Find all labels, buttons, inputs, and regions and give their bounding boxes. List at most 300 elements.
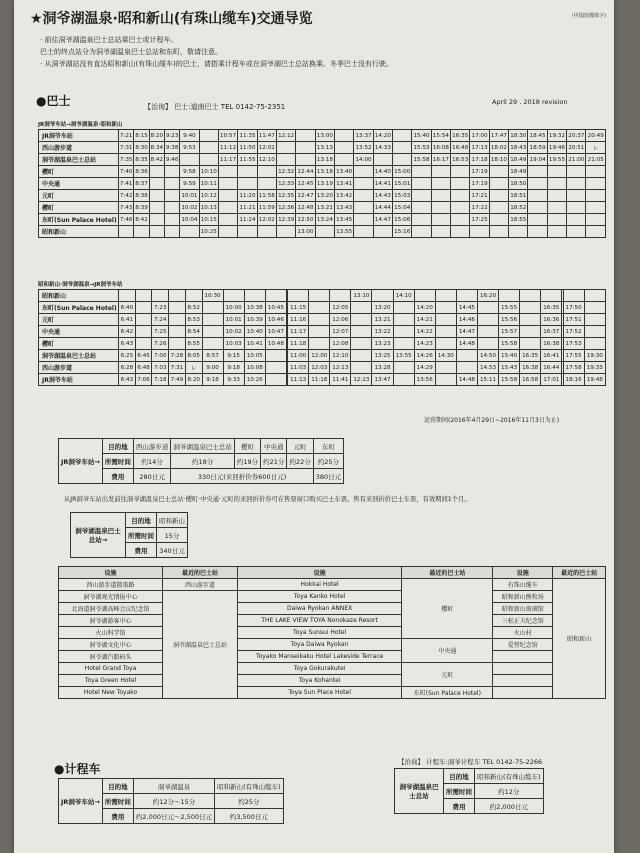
departure-time bbox=[451, 178, 470, 190]
departure-time bbox=[202, 302, 223, 314]
departure-time: 7:49 bbox=[169, 374, 186, 386]
departure-time: 11:50 bbox=[238, 142, 257, 154]
departure-time bbox=[567, 202, 586, 214]
departure-time bbox=[199, 142, 218, 154]
departure-time bbox=[489, 214, 508, 226]
timetable-row bbox=[39, 290, 606, 302]
departure-time bbox=[528, 202, 547, 214]
taxi-fare: 约2,000日元～2,500日元 bbox=[133, 809, 214, 824]
departure-time bbox=[223, 290, 244, 302]
departure-time bbox=[164, 202, 179, 214]
taxi-contact: 【治询】 计程车:洞爷计程车 TEL 0142-75-2266 bbox=[398, 758, 543, 766]
departure-time bbox=[414, 290, 435, 302]
departure-time: 7:24 bbox=[152, 314, 169, 326]
departure-time: 12:07 bbox=[330, 326, 351, 338]
departure-time bbox=[265, 374, 286, 386]
departure-time: 7:03 bbox=[152, 362, 169, 374]
departure-time bbox=[431, 166, 450, 178]
page-title: ★洞爷湖温泉·昭和新山(有珠山缆车)交通导览 bbox=[30, 11, 313, 27]
departure-time bbox=[528, 226, 547, 238]
departure-time: 8:52 bbox=[185, 302, 202, 314]
departure-time: 12:47 bbox=[296, 190, 315, 202]
departure-time bbox=[477, 302, 498, 314]
departure-time bbox=[351, 302, 372, 314]
departure-time bbox=[520, 314, 541, 326]
nearest-stop: 樱町 bbox=[402, 579, 493, 639]
departure-time: 8:42 bbox=[149, 154, 164, 166]
departure-time bbox=[567, 190, 586, 202]
departure-time bbox=[435, 314, 456, 326]
departure-time bbox=[238, 166, 257, 178]
departure-time bbox=[431, 202, 450, 214]
departure-time bbox=[134, 226, 149, 238]
fare-origin: JR洞爷车站→ bbox=[59, 439, 103, 484]
departure-time: 6:45 bbox=[135, 350, 152, 362]
facility-name: THE LAKE VIEW TOYA Nonokaze Resort bbox=[237, 615, 402, 627]
departure-time: 16:41 bbox=[541, 350, 562, 362]
timetable-row bbox=[39, 350, 606, 362]
departure-time bbox=[199, 154, 218, 166]
departure-time bbox=[456, 350, 477, 362]
departure-time: 17:00 bbox=[470, 130, 489, 142]
facility-name: Toya Kanko Hotel bbox=[237, 591, 402, 603]
table1-caption: JR洞爷车站→洞爷湖温泉·昭和新山 bbox=[38, 122, 123, 128]
departure-time: 13:24 bbox=[315, 214, 334, 226]
departure-time: 9:53 bbox=[180, 142, 199, 154]
departure-time bbox=[257, 178, 276, 190]
departure-time bbox=[149, 226, 164, 238]
fare-table-showa bbox=[70, 512, 188, 558]
departure-time bbox=[489, 226, 508, 238]
departure-time bbox=[218, 166, 237, 178]
departure-time: 8:20 bbox=[149, 130, 164, 142]
departure-time: 7:00 bbox=[152, 350, 169, 362]
departure-time: 17:58 bbox=[563, 362, 584, 374]
departure-time: 6:28 bbox=[119, 362, 136, 374]
timetable-row bbox=[39, 226, 606, 238]
departure-time bbox=[238, 178, 257, 190]
fare2-fare: 340日元 bbox=[157, 543, 188, 558]
departure-time bbox=[435, 338, 456, 350]
timetable-row bbox=[39, 130, 606, 142]
departure-time bbox=[351, 326, 372, 338]
fare-cost: 380日元 bbox=[313, 469, 343, 484]
departure-time bbox=[586, 214, 606, 226]
departure-time: 8:34 bbox=[149, 142, 164, 154]
facility-name: Daiwa Ryokan ANNEX bbox=[237, 603, 402, 615]
departure-time bbox=[563, 290, 584, 302]
departure-time: 6:40 bbox=[119, 302, 136, 314]
departure-time: 10:13 bbox=[199, 202, 218, 214]
departure-time bbox=[547, 226, 566, 238]
departure-time: 8:57 bbox=[202, 350, 223, 362]
departure-time bbox=[149, 214, 164, 226]
departure-time: 15:58 bbox=[499, 374, 520, 386]
departure-time bbox=[185, 290, 202, 302]
departure-time bbox=[547, 214, 566, 226]
facility-name: 三松正夫纪念馆 bbox=[493, 615, 553, 627]
departure-time bbox=[309, 326, 330, 338]
departure-time: 13:23 bbox=[372, 338, 393, 350]
departure-time bbox=[586, 178, 606, 190]
stop-name: 中央通 bbox=[39, 326, 119, 338]
taxi-heading: ●计程车 bbox=[54, 762, 101, 776]
stop-name: 西山游步道 bbox=[39, 142, 119, 154]
departure-time: 17:13 bbox=[470, 142, 489, 154]
departure-time bbox=[351, 338, 372, 350]
departure-time: 9:58 bbox=[180, 166, 199, 178]
departure-time: 9:46 bbox=[164, 154, 179, 166]
departure-time bbox=[586, 166, 606, 178]
departure-time: 11:24 bbox=[238, 214, 257, 226]
departure-time: 14:23 bbox=[414, 338, 435, 350]
taxi-table bbox=[58, 778, 284, 824]
departure-time: 13:00 bbox=[315, 130, 334, 142]
departure-time: 10:12 bbox=[199, 190, 218, 202]
departure-time bbox=[393, 142, 412, 154]
taxi-fare-label: 费用 bbox=[102, 809, 133, 824]
facility-name: 火山科学馆 bbox=[59, 627, 163, 639]
departure-time: 14:20 bbox=[373, 130, 392, 142]
nearest-stop: 昭和新山 bbox=[553, 579, 606, 699]
fare-time: 约22分 bbox=[287, 454, 313, 469]
fare-dest: 中央通 bbox=[261, 439, 287, 454]
departure-time bbox=[265, 362, 286, 374]
departure-time: 7:25 bbox=[152, 326, 169, 338]
departure-time bbox=[164, 214, 179, 226]
departure-time: 7:06 bbox=[135, 374, 152, 386]
departure-time bbox=[412, 166, 431, 178]
departure-time: 7:40 bbox=[119, 166, 134, 178]
departure-time: 10:02 bbox=[223, 326, 244, 338]
departure-time: 16:53 bbox=[451, 154, 470, 166]
departure-time: 17:53 bbox=[563, 338, 584, 350]
departure-time bbox=[393, 302, 414, 314]
departure-time bbox=[489, 190, 508, 202]
departure-time: 17:22 bbox=[470, 202, 489, 214]
departure-time bbox=[372, 290, 393, 302]
departure-time: 11:15 bbox=[288, 302, 309, 314]
departure-time: 13:10 bbox=[351, 290, 372, 302]
departure-time bbox=[451, 190, 470, 202]
language-badge: 中国語(簡体字) bbox=[572, 13, 606, 19]
fare-table-jr bbox=[58, 438, 344, 484]
departure-time bbox=[393, 326, 414, 338]
departure-time bbox=[218, 190, 237, 202]
departure-time bbox=[354, 226, 373, 238]
departure-time: 16:38 bbox=[541, 338, 562, 350]
bus-heading: ●巴士 bbox=[36, 94, 71, 108]
departure-time bbox=[335, 130, 354, 142]
departure-time: 14:41 bbox=[373, 178, 392, 190]
departure-time: 21:05 bbox=[586, 154, 606, 166]
departure-time bbox=[451, 226, 470, 238]
departure-time: 14:45 bbox=[456, 302, 477, 314]
facility-name: Toya Sunsui Hotel bbox=[237, 627, 402, 639]
departure-time: 13:37 bbox=[354, 130, 373, 142]
taxi-ref-dest: 昭和新山(有珠山缆车) bbox=[475, 769, 544, 784]
departure-time: 19:46 bbox=[547, 142, 566, 154]
departure-time bbox=[309, 338, 330, 350]
departure-time bbox=[354, 166, 373, 178]
departure-time: 13:47 bbox=[372, 374, 393, 386]
departure-time: 17:50 bbox=[563, 302, 584, 314]
timetable-row bbox=[39, 302, 606, 314]
departure-time: 12:50 bbox=[296, 214, 315, 226]
fare-dest: 东町 bbox=[313, 439, 343, 454]
fare-time: 约21分 bbox=[261, 454, 287, 469]
departure-time bbox=[296, 130, 315, 142]
departure-time: 11:41 bbox=[330, 374, 351, 386]
departure-time: 15:40 bbox=[499, 350, 520, 362]
departure-time bbox=[528, 190, 547, 202]
departure-time: 15:55 bbox=[499, 302, 520, 314]
departure-time: 12:23 bbox=[351, 374, 372, 386]
facility-name: 洞爷湖观光情报中心 bbox=[59, 591, 163, 603]
departure-time: 10:45 bbox=[265, 302, 286, 314]
departure-time: 12:32 bbox=[276, 166, 295, 178]
departure-time bbox=[431, 178, 450, 190]
departure-time: 18:30 bbox=[509, 130, 528, 142]
departure-time: 13:43 bbox=[335, 202, 354, 214]
departure-time: 9:18 bbox=[223, 362, 244, 374]
fare2-time-label: 所需时间 bbox=[126, 528, 157, 543]
departure-time: 14:47 bbox=[373, 214, 392, 226]
departure-time: 19:33 bbox=[584, 362, 605, 374]
departure-time: 11:12 bbox=[218, 142, 237, 154]
departure-time: 11:03 bbox=[288, 362, 309, 374]
departure-time: 13:19 bbox=[315, 178, 334, 190]
departure-time bbox=[528, 166, 547, 178]
departure-time: 6:48 bbox=[135, 362, 152, 374]
departure-time bbox=[412, 178, 431, 190]
departure-time: 11:13 bbox=[288, 374, 309, 386]
brochure-page bbox=[14, 0, 614, 853]
stop-name: JR洞爷车站 bbox=[39, 130, 119, 142]
departure-time: 7:42 bbox=[119, 190, 134, 202]
departure-time: 11:16 bbox=[288, 314, 309, 326]
departure-time bbox=[412, 202, 431, 214]
departure-time bbox=[169, 302, 186, 314]
timetable-row bbox=[39, 326, 606, 338]
departure-time: 14:22 bbox=[414, 326, 435, 338]
stop-name: 樱町 bbox=[39, 202, 119, 214]
departure-time: 13:52 bbox=[354, 142, 373, 154]
departure-time bbox=[238, 226, 257, 238]
departure-time: 7:26 bbox=[152, 338, 169, 350]
departure-time: 13:20 bbox=[372, 302, 393, 314]
fare-note: 从JR洞爷车站出发前往洞爷湖温泉巴士总站·樱町·中央通·元町的来回折价券可在售票窗口购买巴士车票。售有来回折价巴士车票，有效期间1个月。 bbox=[64, 496, 471, 503]
departure-time bbox=[393, 154, 412, 166]
departure-time bbox=[586, 202, 606, 214]
departure-time: 12:06 bbox=[330, 314, 351, 326]
departure-time: 12:08 bbox=[330, 338, 351, 350]
taxi-time: 约25分 bbox=[215, 794, 284, 809]
stop-name: 昭和新山 bbox=[39, 290, 119, 302]
taxi-ref-origin: 洞爷湖温泉巴士总站 bbox=[395, 769, 444, 814]
facility-header: 设施 bbox=[59, 567, 163, 579]
facility-name: 昭和新山玻璃馆 bbox=[493, 603, 553, 615]
departure-time: 7:18 bbox=[152, 374, 169, 386]
departure-time bbox=[257, 166, 276, 178]
departure-time: 9:18 bbox=[202, 374, 223, 386]
departure-time: 10:30 bbox=[202, 290, 223, 302]
departure-time bbox=[218, 202, 237, 214]
departure-time bbox=[393, 374, 414, 386]
departure-time bbox=[435, 362, 456, 374]
departure-time bbox=[435, 326, 456, 338]
departure-time: 13:18 bbox=[315, 166, 334, 178]
departure-time: 6:43 bbox=[119, 338, 136, 350]
timetable-row bbox=[39, 154, 606, 166]
departure-time bbox=[435, 374, 456, 386]
departure-time: 7:35 bbox=[119, 154, 134, 166]
facility-name: Toyako Manseikaku Hotel Lakeside Terrace bbox=[237, 651, 402, 663]
departure-time: 16:20 bbox=[477, 290, 498, 302]
timetable-footnote: 运营期间(2016年4月29日~2016年11月3日为止) bbox=[424, 417, 560, 424]
nearest-stop: 中央通 bbox=[402, 639, 493, 663]
departure-time: 16:17 bbox=[431, 154, 450, 166]
departure-time: 13:22 bbox=[372, 326, 393, 338]
departure-time: 20:49 bbox=[586, 130, 606, 142]
departure-time: 12:05 bbox=[330, 302, 351, 314]
taxi-time: 约12分～15分 bbox=[133, 794, 214, 809]
departure-time bbox=[586, 226, 606, 238]
departure-time: 13:55 bbox=[393, 350, 414, 362]
departure-time: 13:21 bbox=[315, 202, 334, 214]
departure-time: 10:25 bbox=[199, 226, 218, 238]
departure-time: 16:58 bbox=[520, 374, 541, 386]
departure-time: 10:08 bbox=[244, 362, 265, 374]
departure-time: 8:36 bbox=[134, 166, 149, 178]
stop-header: 最近的巴士站 bbox=[163, 567, 238, 579]
facility-name: 洞爷湖汽船码头 bbox=[59, 651, 163, 663]
departure-time: 10:00 bbox=[223, 302, 244, 314]
stop-name: 樱町 bbox=[39, 338, 119, 350]
departure-time bbox=[393, 130, 412, 142]
timetable-row bbox=[39, 338, 606, 350]
departure-time bbox=[547, 202, 566, 214]
departure-time bbox=[119, 290, 136, 302]
departure-time: 14:30 bbox=[435, 350, 456, 362]
stop-name: JR洞爷车站 bbox=[39, 374, 119, 386]
departure-time: 12:10 bbox=[330, 350, 351, 362]
departure-time: 10:46 bbox=[265, 314, 286, 326]
facility-row bbox=[59, 651, 606, 663]
taxi-time-label: 所需时间 bbox=[102, 794, 133, 809]
facility-row bbox=[59, 687, 606, 699]
departure-time bbox=[202, 326, 223, 338]
departure-time bbox=[456, 362, 477, 374]
departure-time: 9:00 bbox=[202, 362, 223, 374]
departure-time: 16:37 bbox=[541, 326, 562, 338]
departure-time bbox=[351, 314, 372, 326]
departure-time: 11:18 bbox=[288, 338, 309, 350]
facility-row bbox=[59, 603, 606, 615]
departure-time: 13:40 bbox=[335, 166, 354, 178]
departure-time: 9:23 bbox=[164, 130, 179, 142]
departure-time: 8:55 bbox=[185, 338, 202, 350]
departure-time: 15:03 bbox=[393, 190, 412, 202]
departure-time bbox=[528, 214, 547, 226]
departure-time: 11:18 bbox=[309, 374, 330, 386]
departure-time: 11:55 bbox=[238, 154, 257, 166]
departure-time: 16:35 bbox=[520, 350, 541, 362]
departure-time: 10:57 bbox=[218, 130, 237, 142]
departure-time: 17:19 bbox=[470, 178, 489, 190]
stop-name: 元町 bbox=[39, 314, 119, 326]
departure-time: 12:36 bbox=[276, 202, 295, 214]
departure-time: 13:13 bbox=[315, 142, 334, 154]
departure-time bbox=[431, 190, 450, 202]
stop-name: 洞爷湖温泉巴士总站 bbox=[39, 350, 119, 362]
departure-time bbox=[354, 214, 373, 226]
stop-name: 昭和新山 bbox=[39, 226, 119, 238]
facility-row bbox=[59, 591, 606, 603]
departure-time bbox=[509, 226, 528, 238]
departure-time bbox=[149, 178, 164, 190]
facility-row bbox=[59, 615, 606, 627]
departure-time: 16:35 bbox=[451, 130, 470, 142]
departure-time bbox=[393, 338, 414, 350]
departure-time bbox=[584, 314, 605, 326]
taxi-dest: 洞爷湖温泉 bbox=[133, 779, 214, 794]
fare2-dest-label: 目的地 bbox=[126, 513, 157, 528]
departure-time: 15:00 bbox=[393, 166, 412, 178]
departure-time: レ bbox=[185, 362, 202, 374]
departure-time bbox=[528, 178, 547, 190]
departure-time: 14:47 bbox=[456, 326, 477, 338]
departure-time: 12:10 bbox=[257, 154, 276, 166]
departure-time: 10:03 bbox=[223, 338, 244, 350]
facility-name: Hotel Grand Toya bbox=[59, 663, 163, 675]
fare-dest: 洞爷湖温泉巴士总站 bbox=[171, 439, 235, 454]
departure-time bbox=[335, 154, 354, 166]
departure-time bbox=[152, 290, 169, 302]
departure-time: 14:00 bbox=[354, 154, 373, 166]
departure-time: 17:18 bbox=[470, 154, 489, 166]
timetable-row bbox=[39, 202, 606, 214]
departure-time bbox=[567, 214, 586, 226]
departure-time: 10:38 bbox=[244, 302, 265, 314]
departure-time: 14:10 bbox=[393, 290, 414, 302]
departure-time bbox=[218, 214, 237, 226]
departure-time bbox=[489, 178, 508, 190]
departure-time: 12:13 bbox=[330, 362, 351, 374]
fare-cost: 330日元(来回折价券600日元) bbox=[171, 469, 313, 484]
departure-time bbox=[584, 326, 605, 338]
departure-time: レ bbox=[586, 142, 606, 154]
fare-time: 约14分 bbox=[133, 454, 171, 469]
departure-time bbox=[164, 226, 179, 238]
departure-time bbox=[309, 314, 330, 326]
departure-time: 16:38 bbox=[520, 362, 541, 374]
departure-time: 17:52 bbox=[563, 326, 584, 338]
departure-time: 15:58 bbox=[499, 338, 520, 350]
departure-time bbox=[202, 314, 223, 326]
departure-time: 11:17 bbox=[288, 326, 309, 338]
departure-time: 14:26 bbox=[414, 350, 435, 362]
departure-time: 20:51 bbox=[567, 142, 586, 154]
revision-date: April 29 , 2018 revision bbox=[492, 98, 568, 106]
departure-time bbox=[520, 326, 541, 338]
departure-time: 10:11 bbox=[199, 178, 218, 190]
departure-time: 11:20 bbox=[238, 190, 257, 202]
departure-time: 10:40 bbox=[244, 326, 265, 338]
departure-time bbox=[135, 326, 152, 338]
departure-time bbox=[451, 166, 470, 178]
departure-time: 13:00 bbox=[296, 226, 315, 238]
